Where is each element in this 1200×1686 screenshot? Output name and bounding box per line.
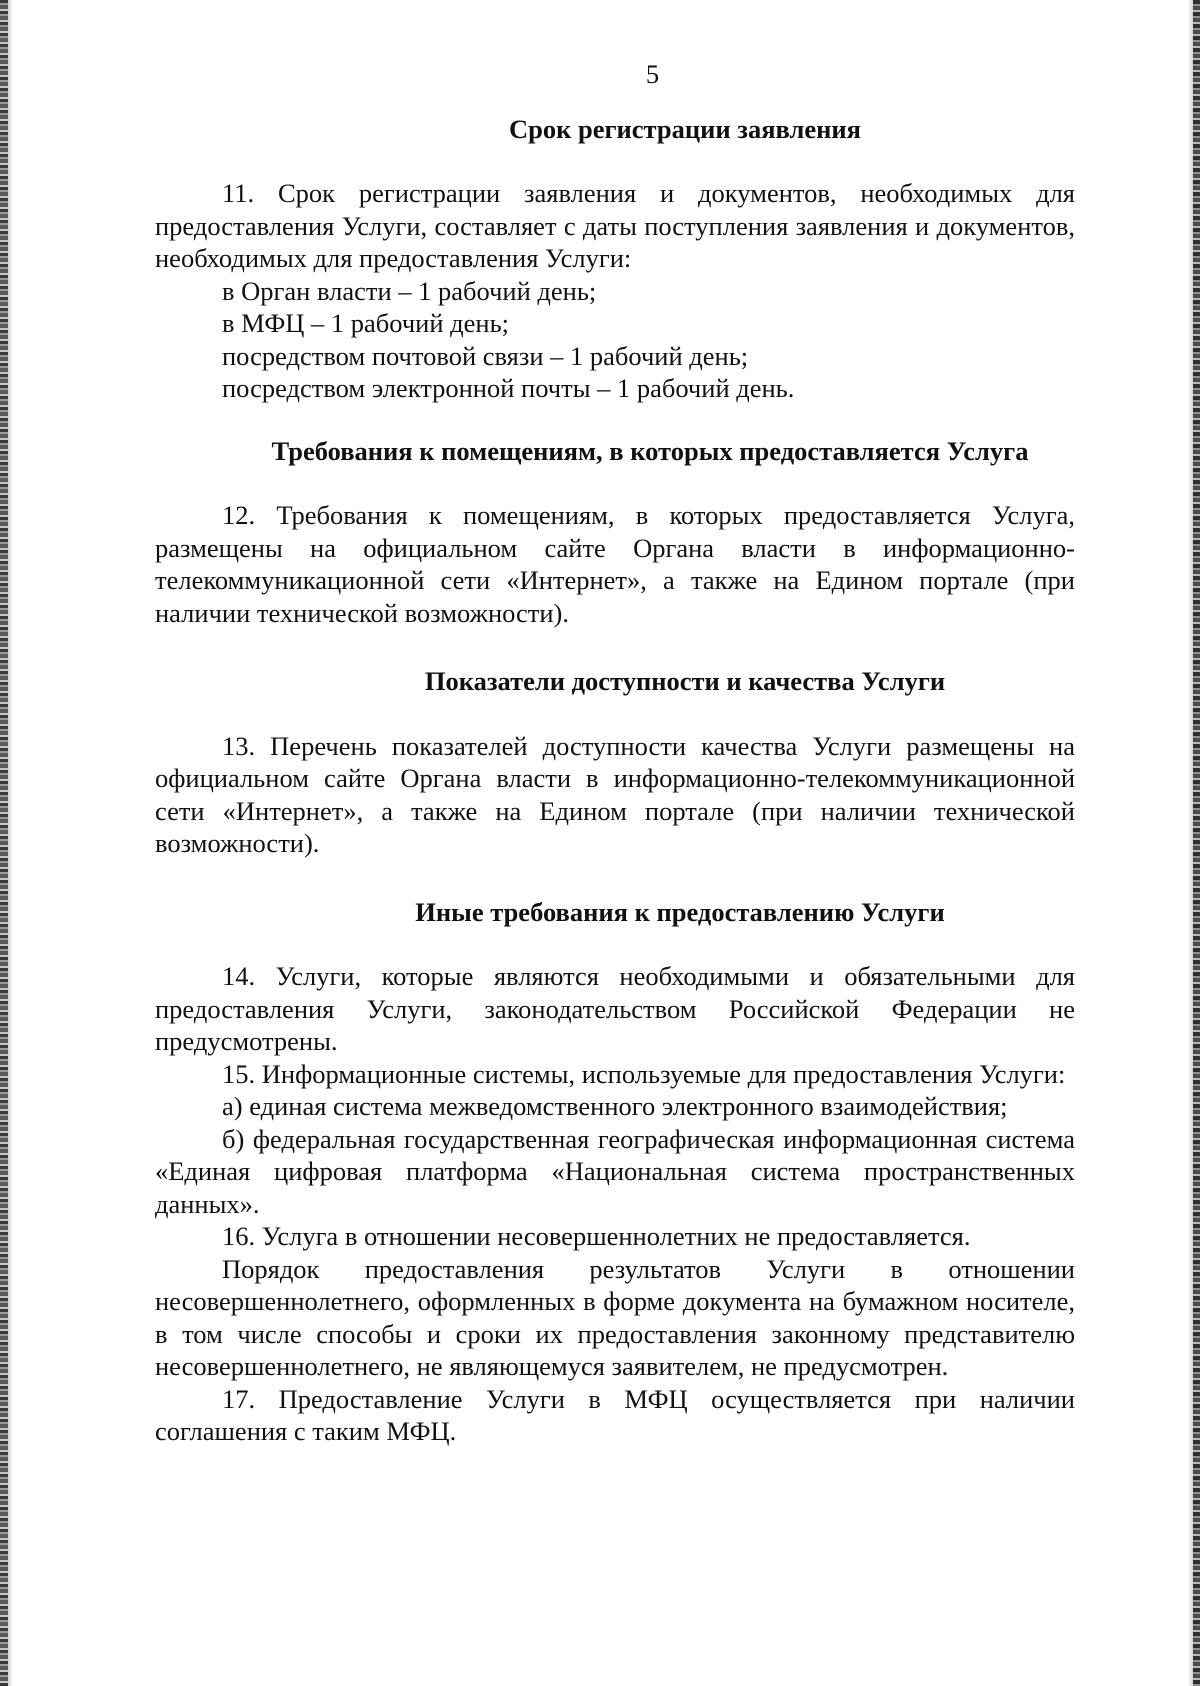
paragraph-12: 12. Требования к помещениям, в которых предоставляется Услуга, размещены на официальном сайте Органа власти в информационно-телекоммуникационной сети «Интернет», а также на Едином портале (при наличии технической возможности).: [155, 500, 1075, 628]
paragraph-15: 15. Информационные системы, используемые для предоставления Услуги:: [222, 1058, 1066, 1089]
paragraph-17: 17. Предоставление Услуги в МФЦ осуществляется при наличии соглашения с таким МФЦ.: [155, 1383, 1075, 1446]
list-item-mfc: в МФЦ – 1 рабочий день;: [222, 308, 510, 338]
paragraph-11: 11. Срок регистрации заявления и документов, необходимых для предоставления Услуги, составляет с даты поступления заявления и документов, необходимых для предоставления Услуги:: [155, 178, 1075, 273]
heading-premises-requirements: Требования к помещениям, в которых предоставляется Услуга: [271, 435, 1029, 466]
list-item-post: посредством почтовой связи – 1 рабочий день;: [222, 340, 749, 371]
paragraph-15a: а) единая система межведомственного электронного взаимодействия;: [222, 1091, 1008, 1121]
list-item-email: посредством электронной почты – 1 рабочий день.: [222, 373, 795, 403]
heading-accessibility-indicators: Показатели доступности и качества Услуги: [424, 666, 946, 696]
paragraph-15b: б) федеральная государственная географическая информационная система «Единая цифровая платформа «Национальная система пространственных данных».: [155, 1123, 1075, 1219]
paragraph-13: 13. Перечень показателей доступности качества Услуги размещены на официальном сайте Органа власти в информационно-телекоммуникационной сети «Интернет», а также на Едином портале (при наличии технической возможности).: [155, 730, 1075, 858]
paragraph-16-order: Порядок предоставления результатов Услуги в отношении несовершеннолетнего, оформленных в форме документа на бумажном носителе, в том числе способы и сроки их предоставления законному представителю несовершеннолетнего, не являющемуся заявителем, не предусмотрен.: [155, 1253, 1075, 1381]
scan-left-edge: [0, 0, 8, 1686]
document-page: [155, 58, 1075, 1448]
paragraph-16: 16. Услуга в отношении несовершеннолетних не предоставляется.: [222, 1221, 971, 1251]
heading-other-requirements: Иные требования к предоставлению Услуги: [415, 896, 945, 927]
paragraph-14: 14. Услуги, которые являются необходимыми и обязательными для предоставления Услуги, законодательством Российской Федерации не предусмотрены.: [155, 961, 1075, 1056]
page-number: 5: [645, 59, 660, 89]
list-item-authority: в Орган власти – 1 рабочий день;: [222, 275, 597, 306]
heading-registration-period: Срок регистрации заявления: [508, 113, 862, 144]
scan-right-edge: [1193, 0, 1200, 1686]
